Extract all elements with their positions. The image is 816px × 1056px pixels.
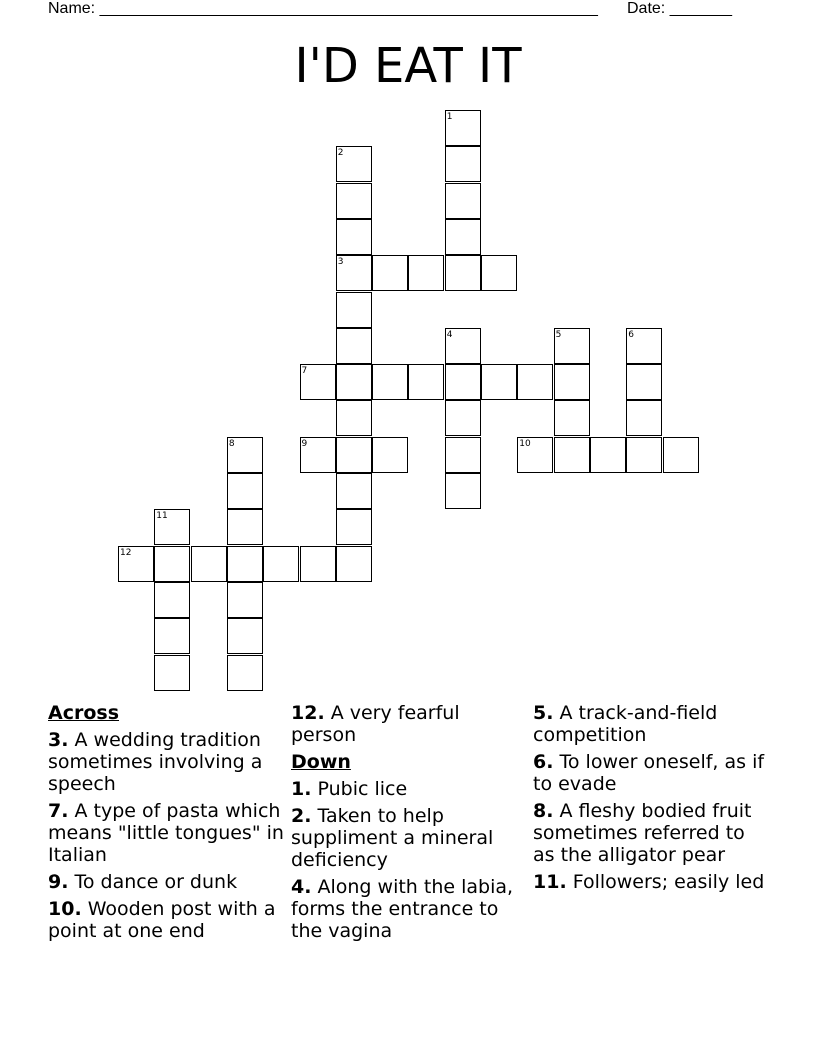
clue-number: 12. [291,702,325,724]
grid-cell[interactable] [663,437,699,473]
grid-cell[interactable] [626,437,662,473]
grid-number: 6 [628,329,634,340]
grid-number: 4 [446,329,453,340]
grid-cell[interactable] [590,437,626,473]
grid-cell[interactable] [445,219,481,255]
grid-cell[interactable] [227,509,263,545]
clue-column-3 [533,702,769,898]
clue-number: 11. [533,871,567,893]
clue-number: 6. [533,751,554,773]
clue-across-7 [48,800,284,866]
clue-number: 3. [48,729,69,751]
clue-text: Followers; easily led [566,871,765,893]
grid-cell[interactable] [154,618,190,654]
clue-down-1 [291,778,527,800]
clue-number: 10. [48,898,82,920]
clue-text: To lower oneself, as if to evade [533,751,765,795]
grid-cell[interactable] [554,364,590,400]
grid-cell[interactable] [445,473,481,509]
clue-number: 7. [48,800,69,822]
clue-down-6 [533,751,769,795]
grid-cell[interactable] [154,655,190,691]
clue-column-2 [291,702,527,947]
clue-text: A fleshy bodied fruit sometimes referred to as the alligator pear [533,800,752,866]
clue-number: 8. [533,800,554,822]
grid-cell[interactable] [336,546,372,582]
clue-text: Wooden post with a point at one end [48,898,276,942]
clue-number: 2. [291,805,312,827]
clue-text: A wedding tradition sometimes involving a speech [48,729,263,795]
grid-cell[interactable] [626,364,662,400]
clue-number: 4. [291,876,312,898]
down-heading: Down [291,751,351,773]
grid-cell[interactable] [445,183,481,219]
clue-text: Taken to help suppliment a mineral deficiency [291,805,494,871]
grid-cell[interactable] [227,582,263,618]
grid-number: 2 [337,148,344,159]
clue-across-3 [48,729,284,795]
grid-number: 7 [301,366,308,377]
grid-cell[interactable] [227,655,263,691]
clue-text: Pubic lice [311,778,408,800]
grid-cell[interactable] [227,618,263,654]
grid-cell[interactable] [336,364,372,400]
clue-column-1 [48,702,284,947]
grid-cell[interactable] [445,364,481,400]
grid-cell[interactable] [445,255,481,291]
clue-number: 9. [48,871,69,893]
clue-text: A type of pasta which means "little tongues" in Italian [48,800,284,866]
grid-cell[interactable] [336,400,372,436]
grid-cell[interactable] [481,364,517,400]
grid-cell[interactable] [336,509,372,545]
clue-across-9 [48,871,284,893]
clue-text: Along with the labia, forms the entrance to the vagina [291,876,514,942]
clue-number: 5. [533,702,554,724]
grid-cell[interactable] [445,437,481,473]
clue-across-12 [291,702,527,746]
clue-down-4 [291,876,527,942]
grid-cell[interactable] [336,219,372,255]
clue-number: 1. [291,778,312,800]
clue-down-2 [291,805,527,871]
grid-cell[interactable] [336,473,372,509]
clue-text: A very fearful person [291,702,460,746]
grid-number: 12 [120,547,132,558]
clue-across-10 [48,898,284,942]
grid-number: 1 [446,112,453,122]
grid-cell[interactable] [154,546,190,582]
grid-number: 8 [228,438,235,449]
grid-cell[interactable] [154,582,190,618]
clue-down-5 [533,702,769,746]
grid-cell[interactable] [372,437,408,473]
clue-down-11 [533,871,769,893]
grid-cell[interactable] [372,364,408,400]
grid-cell[interactable] [445,400,481,436]
name-field-label[interactable]: Name: ________________________________________________________ [48,0,598,17]
grid-cell[interactable] [336,437,372,473]
clue-text: To dance or dunk [68,871,238,893]
clue-text: A track-and-field competition [533,702,718,746]
grid-cell[interactable] [336,183,372,219]
grid-number: 3 [337,257,344,268]
grid-number: 10 [519,438,531,449]
grid-cell[interactable] [408,364,444,400]
grid-cell[interactable] [445,146,481,182]
grid-cell[interactable] [336,328,372,364]
grid-cell[interactable] [227,473,263,509]
date-field-label[interactable]: Date: _______ [627,0,732,17]
grid-cell[interactable] [191,546,227,582]
grid-cell[interactable] [227,546,263,582]
grid-cell[interactable] [481,255,517,291]
grid-number: 11 [156,511,168,522]
grid-number: 9 [301,438,308,449]
grid-cell[interactable] [554,400,590,436]
grid-cell[interactable] [300,546,336,582]
grid-cell[interactable] [408,255,444,291]
grid-cell[interactable] [372,255,408,291]
clue-down-8 [533,800,769,866]
across-heading: Across [48,702,120,724]
grid-cell[interactable] [263,546,299,582]
grid-cell[interactable] [626,400,662,436]
grid-number: 5 [555,329,562,340]
grid-cell[interactable] [517,364,553,400]
grid-cell[interactable] [554,437,590,473]
grid-cell[interactable] [336,292,372,328]
puzzle-title: I'D EAT IT [294,38,522,94]
